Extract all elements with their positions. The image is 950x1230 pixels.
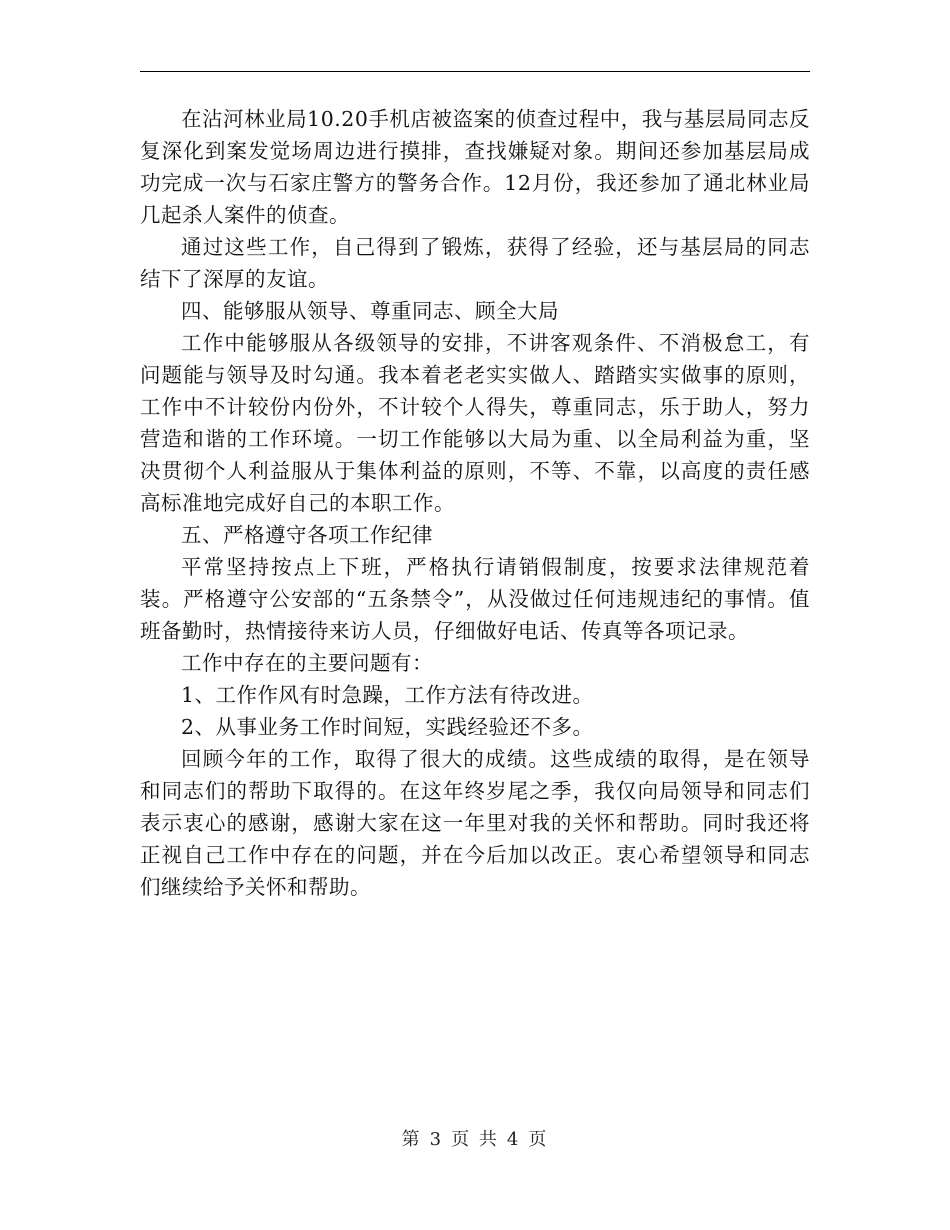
paragraph: 回顾今年的工作，取得了很大的成绩。这些成绩的取得，是在领导和同志们的帮助下取得的。在这年终岁尾之季，我仅向局领导和同志们表示衷心的感谢，感谢大家在这一年里对我的关怀和帮助。同时我还将正视自己工作中存在的问题，并在今后加以改正。衷心希望领导和同志们继续给予关怀和帮助。 bbox=[140, 747, 810, 899]
page-footer bbox=[0, 1125, 950, 1151]
paragraph: 在沾河林业局10.20手机店被盗案的侦查过程中，我与基层局同志反复深化到案发觉场周边进行摸排，查找嫌疑对象。期间还参加基层局成功完成一次与石家庄警方的警务合作。12月份，我还参加了通北林业局几起杀人案件的侦查。 bbox=[140, 107, 810, 227]
page-label-suffix: 页 bbox=[528, 1129, 549, 1150]
current-page-number: 3 bbox=[429, 1129, 444, 1150]
paragraph: 通过这些工作，自己得到了锻炼，获得了经验，还与基层局的同志结下了深厚的友谊。 bbox=[140, 235, 810, 291]
section-heading: 四、能够服从领导、尊重同志、顾全大局 bbox=[181, 299, 559, 323]
list-item: 2、从事业务工作时间短，实践经验还不多。 bbox=[181, 715, 594, 739]
page-label-prefix: 第 bbox=[401, 1129, 422, 1150]
paragraph: 工作中能够服从各级领导的安排，不讲客观条件、不消极怠工，有问题能与领导及时勾通。我本着老老实实做人、踏踏实实做事的原则，工作中不计较份内份外，不计较个人得失，尊重同志，乐于助人，努力营造和谐的工作环境。一切工作能够以大局为重、以全局利益为重，坚决贯彻个人利益服从于集体利益的原则，不等、不靠，以高度的责任感高标准地完成好自己的本职工作。 bbox=[140, 331, 810, 515]
total-pages-number: 4 bbox=[506, 1129, 521, 1150]
section-heading: 五、严格遵守各项工作纪律 bbox=[181, 523, 433, 547]
paragraph: 平常坚持按点上下班，严格执行请销假制度，按要求法律规范着装。严格遵守公安部的“五条禁令”，从没做过任何违规违纪的事情。值班备勤时，热情接待来访人员，仔细做好电话、传真等各项记录。 bbox=[140, 555, 810, 643]
list-item: 1、工作作风有时急躁，工作方法有待改进。 bbox=[181, 683, 594, 707]
header-rule bbox=[140, 71, 810, 72]
page-label-mid: 页 共 bbox=[451, 1129, 499, 1150]
document-body bbox=[140, 103, 810, 903]
paragraph: 工作中存在的主要问题有： bbox=[181, 651, 433, 675]
